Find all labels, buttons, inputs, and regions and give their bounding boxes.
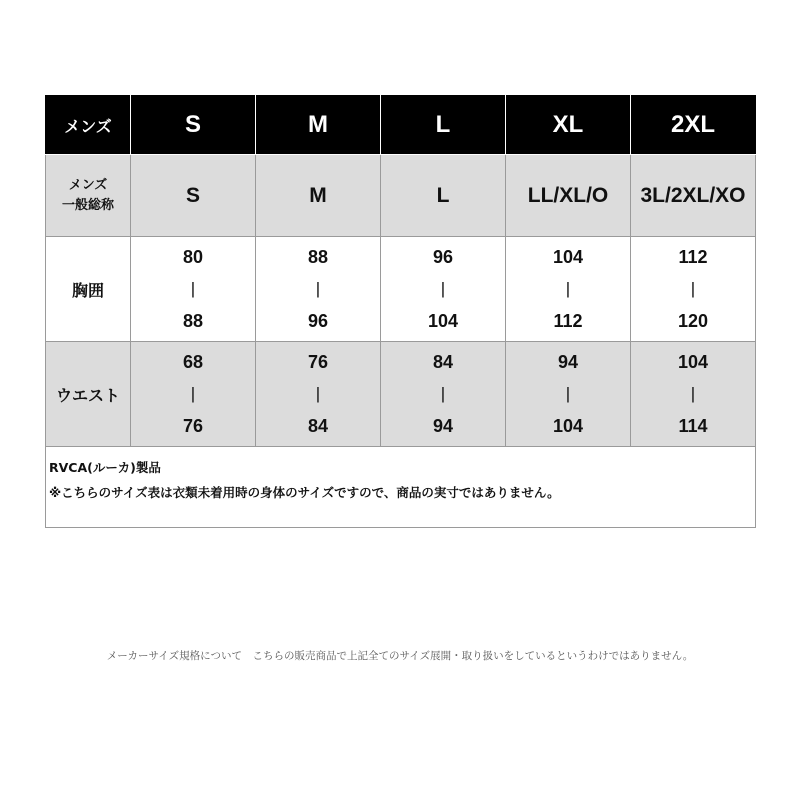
general-size-2xl: 3L/2XL/XO (631, 155, 756, 237)
chest-min: 96 (432, 247, 454, 267)
size-chart-table (45, 95, 756, 528)
chest-min: 104 (552, 247, 584, 267)
header-row (46, 96, 756, 155)
chest-cell-s (131, 237, 256, 342)
chest-label: 胸囲 (46, 237, 131, 342)
waist-min: 104 (677, 352, 709, 372)
note-row (46, 447, 756, 528)
range-separator: | (565, 384, 571, 403)
waist-max: 104 (552, 416, 584, 436)
waist-min: 84 (432, 352, 454, 372)
waist-cell-2xl (631, 342, 756, 447)
range-separator: | (690, 384, 696, 403)
chest-row (46, 237, 756, 342)
header-size-2xl: 2XL (631, 96, 756, 155)
chest-max: 88 (182, 311, 204, 331)
chest-cell-2xl (631, 237, 756, 342)
range-separator: | (315, 279, 321, 298)
range-separator: | (440, 279, 446, 298)
header-size-xl: XL (506, 96, 631, 155)
range-separator: | (190, 384, 196, 403)
chest-max: 112 (553, 311, 583, 331)
range-separator: | (190, 279, 196, 298)
chest-cell-m (256, 237, 381, 342)
waist-max: 114 (678, 416, 708, 436)
chest-cell-xl (506, 237, 631, 342)
chest-cell-l (381, 237, 506, 342)
brand-note: RVCA(ルーカ)製品 (49, 460, 161, 475)
header-size-l: L (381, 96, 506, 155)
chest-max: 96 (307, 311, 329, 331)
range-separator: | (440, 384, 446, 403)
general-label-line2: 一般総称 (61, 197, 114, 213)
chest-min: 112 (678, 247, 708, 267)
chest-max: 104 (427, 311, 459, 331)
range-separator: | (565, 279, 571, 298)
waist-max: 84 (307, 416, 329, 436)
chest-min: 80 (182, 247, 204, 267)
general-size-l: L (381, 155, 506, 237)
waist-cell-s (131, 342, 256, 447)
waist-cell-m (256, 342, 381, 447)
waist-max: 94 (432, 416, 454, 436)
waist-cell-xl (506, 342, 631, 447)
header-size-s: S (131, 96, 256, 155)
waist-label: ウエスト (46, 342, 131, 447)
header-label: メンズ (46, 96, 131, 155)
waist-cell-l (381, 342, 506, 447)
general-size-s: S (131, 155, 256, 237)
general-label-line1: メンズ (68, 177, 108, 193)
general-size-m: M (256, 155, 381, 237)
chest-min: 88 (307, 247, 329, 267)
general-size-row (46, 155, 756, 237)
size-disclaimer: ※こちらのサイズ表は衣類未着用時の身体のサイズですので、商品の実寸ではありません。 (49, 485, 560, 500)
range-separator: | (690, 279, 696, 298)
general-size-xl: LL/XL/O (506, 155, 631, 237)
waist-min: 68 (182, 352, 204, 372)
header-size-m: M (256, 96, 381, 155)
note-cell (46, 447, 756, 528)
general-size-label (46, 155, 131, 237)
waist-min: 94 (557, 352, 579, 372)
footer-note: メーカーサイズ規格について こちらの販売商品で上記全てのサイズ展開・取り扱いをしているというわけではありません。 (106, 650, 694, 662)
waist-row (46, 342, 756, 447)
range-separator: | (315, 384, 321, 403)
waist-min: 76 (307, 352, 329, 372)
chest-max: 120 (677, 311, 709, 331)
waist-max: 76 (182, 416, 204, 436)
